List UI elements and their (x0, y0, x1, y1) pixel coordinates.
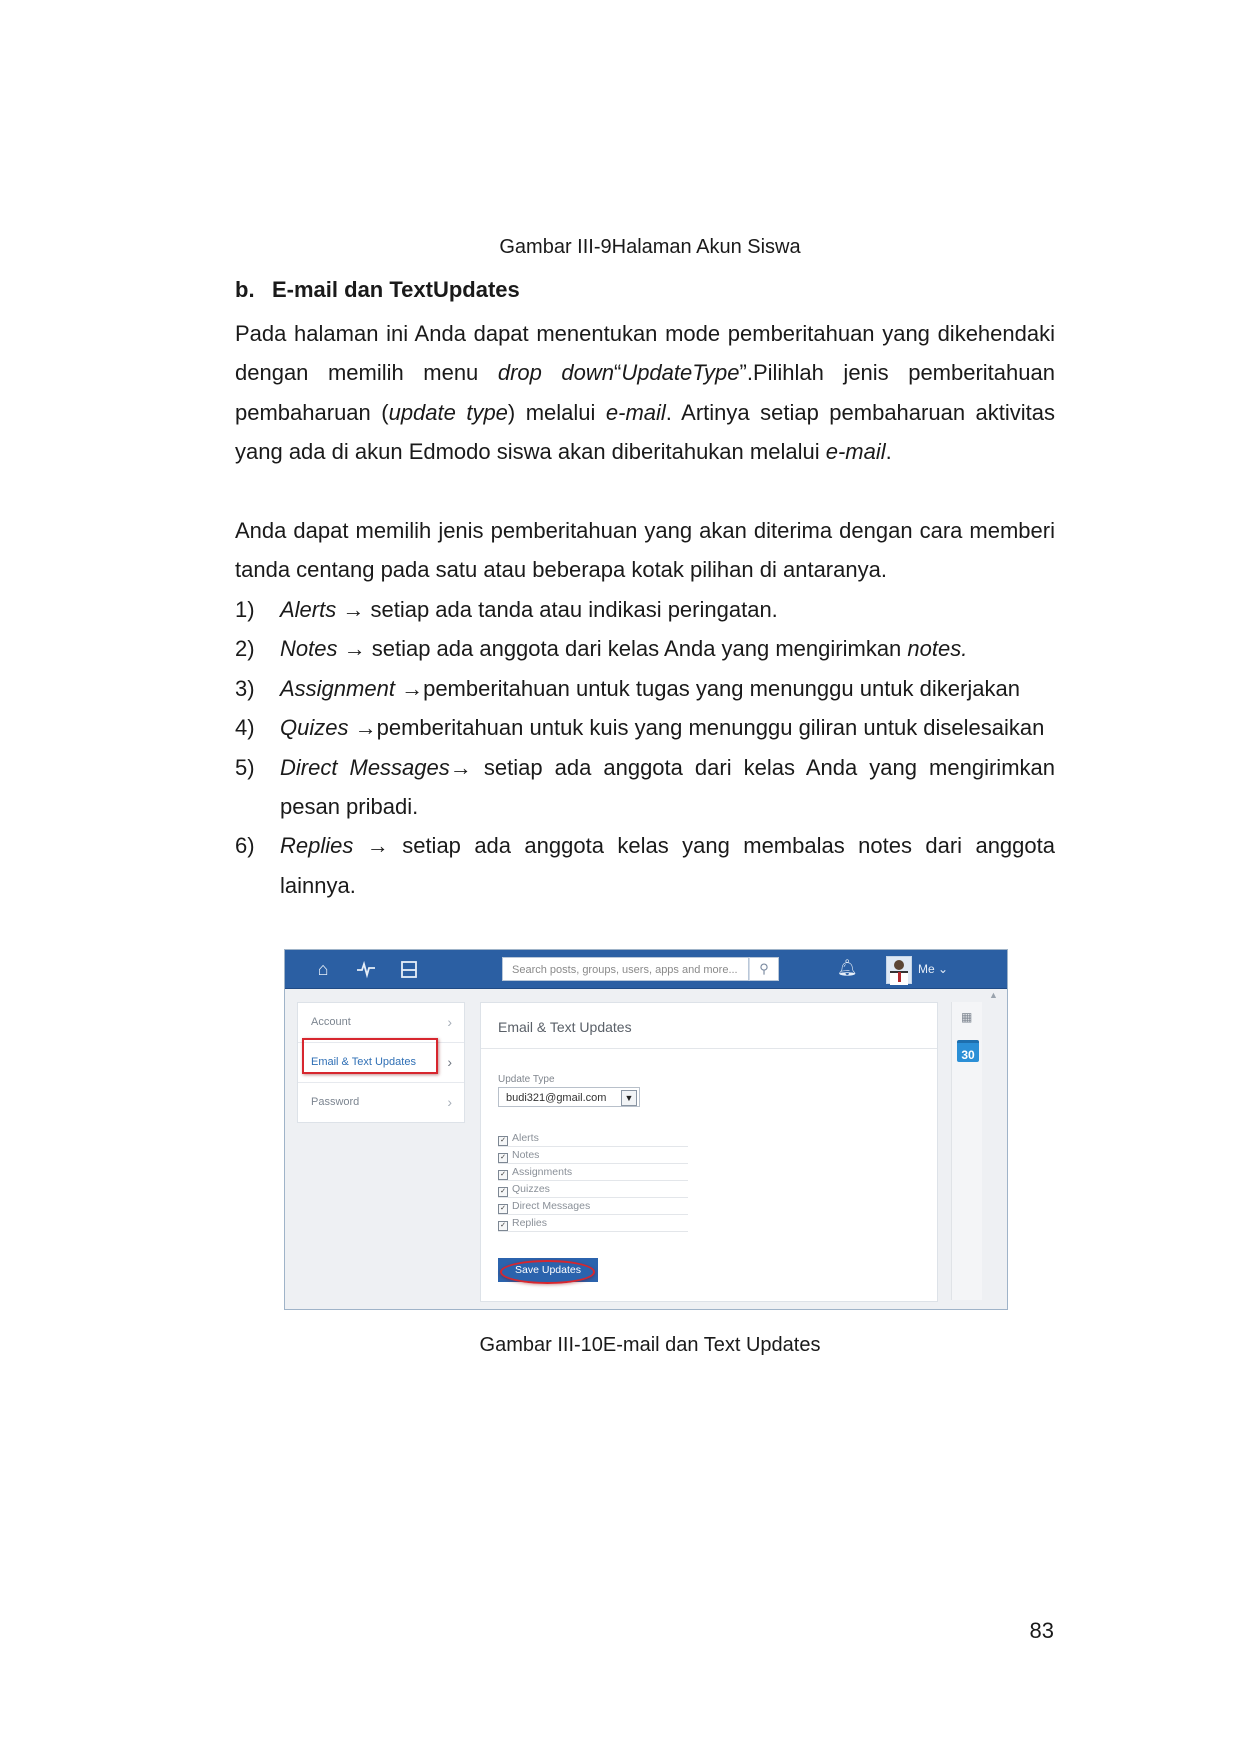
check-icon: ✓ (498, 1187, 508, 1197)
calendar-icon[interactable]: 30 (957, 1040, 979, 1062)
arrow-icon: → (336, 597, 371, 622)
list-number: 2) (235, 636, 255, 662)
list-term: Quizes (280, 715, 349, 741)
selected-value: budi321@gmail.com (506, 1092, 607, 1104)
list-item (235, 826, 1055, 905)
email-updates-panel (480, 1002, 938, 1302)
sidebar-item-password[interactable] (298, 1083, 464, 1122)
panel-title: Email & Text Updates (498, 1019, 632, 1035)
list-term: Notes (280, 636, 338, 662)
list-number: 6) (235, 833, 255, 859)
checkbox-label: Notes (512, 1149, 540, 1161)
list-term: Direct Messages (280, 754, 450, 780)
chevron-right-icon: › (447, 1054, 452, 1070)
check-icon: ✓ (498, 1153, 508, 1163)
user-menu[interactable] (918, 962, 948, 976)
bell-icon[interactable]: 🔔︎ (837, 960, 858, 977)
backpack-icon[interactable] (398, 958, 420, 980)
highlight-box (302, 1038, 438, 1074)
scroll-up-icon[interactable]: ▲ (989, 990, 998, 1000)
figure-caption-top: Gambar III-9Halaman Akun Siswa (499, 236, 801, 258)
text-run-italic: e-mail (825, 439, 886, 465)
paragraph-intro (235, 314, 1055, 472)
list-number: 3) (235, 675, 255, 701)
divider (481, 1048, 937, 1049)
checkbox-label: Alerts (512, 1132, 539, 1144)
check-icon: ✓ (498, 1136, 508, 1146)
text-run: . Artinya setiap pembaharuan aktivitas yang ada di akun Edmodo siswa akan diberitahukan melalui (235, 399, 1055, 465)
list-item (235, 708, 1055, 747)
checkbox-label: Direct Messages (512, 1200, 591, 1212)
search-icon[interactable]: ⚲ (749, 957, 779, 981)
checkbox-label: Assignments (512, 1166, 573, 1178)
apps-grid-icon[interactable]: ▦ (961, 1010, 973, 1024)
home-icon[interactable]: ⌂ (317, 959, 329, 979)
edmodo-settings-screenshot (284, 949, 1008, 1310)
paragraph-options: Anda dapat memilih jenis pemberitahuan yang akan diterima dengan cara memberi tanda centang pada satu atau beberapa kotak pilihan di antaranya. (235, 518, 1055, 583)
list-item (235, 629, 1055, 668)
right-toolbar (951, 1002, 982, 1300)
text-run: ) melalui (507, 399, 606, 425)
text-run-italic: UpdateType (621, 360, 740, 386)
arrow-icon: → (348, 715, 377, 741)
check-icon: ✓ (498, 1204, 508, 1214)
section-heading (235, 277, 520, 303)
list-desc: setiap ada anggota dari kelas Anda yang mengirimkan pesan pribadi. (280, 754, 1055, 820)
list-number: 5) (235, 754, 255, 780)
chevron-right-icon: › (447, 1094, 452, 1110)
update-type-label: Update Type (498, 1074, 555, 1085)
notification-checkbox-list (498, 1131, 688, 1233)
list-term: Alerts (280, 597, 337, 622)
list-number: 4) (235, 715, 255, 741)
list-item (235, 590, 1055, 629)
chevron-down-icon: ⌄ (938, 962, 949, 976)
list-desc: setiap ada tanda atau indikasi peringatan. (370, 597, 778, 622)
text-run: Pada halaman ini Anda dapat menentukan mode pemberitahuan yang dikehendaki dengan memilih menu (235, 321, 1055, 386)
list-desc: pemberitahuan untuk tugas yang menunggu untuk dikerjakan (423, 675, 1020, 701)
sidebar-item-account[interactable] (298, 1003, 464, 1043)
user-label: Me (918, 962, 935, 976)
arrow-icon: → (353, 833, 403, 859)
list-desc: setiap ada anggota kelas yang membalas notes dari anggota lainnya. (280, 833, 1055, 898)
list-desc: setiap ada anggota dari kelas Anda yang mengirimkan (371, 636, 908, 662)
text-run-italic: drop down (497, 360, 614, 386)
list-desc-italic: notes. (907, 636, 968, 662)
text-run: ”.Pilihlah jenis pemberitahuan pembaharuan ( (235, 360, 1055, 425)
text-run-italic: e-mail (605, 399, 666, 425)
checkbox-alerts[interactable] (498, 1131, 688, 1147)
arrow-icon: → (337, 636, 372, 662)
list-number: 1) (235, 597, 255, 622)
section-number: b. (235, 277, 255, 302)
figure-caption-bottom: Gambar III-10E-mail dan Text Updates (479, 1334, 821, 1356)
search-input[interactable]: Search posts, groups, users, apps and more... (502, 957, 749, 981)
checkbox-quizzes[interactable] (498, 1182, 688, 1198)
arrow-icon: → (394, 675, 424, 701)
check-icon: ✓ (498, 1221, 508, 1231)
top-navbar (285, 950, 1007, 989)
checkbox-replies[interactable] (498, 1216, 688, 1232)
sidebar-item-label: Password (311, 1096, 360, 1108)
checkbox-direct-messages[interactable] (498, 1199, 688, 1215)
list-term: Assignment (280, 675, 395, 701)
text-run-italic: update type (388, 399, 508, 425)
list-item (235, 669, 1055, 708)
checkbox-assignments[interactable] (498, 1165, 688, 1181)
checkbox-label: Replies (512, 1217, 548, 1229)
sidebar-item-label: Account (311, 1016, 351, 1028)
arrow-icon: → (449, 754, 484, 780)
text-run: . (885, 439, 892, 465)
page-number: 83 (1029, 1618, 1054, 1643)
checkbox-notes[interactable] (498, 1148, 688, 1164)
section-title: E-mail dan TextUpdates (272, 277, 520, 302)
notification-type-list (235, 590, 1055, 905)
list-term: Replies (280, 833, 354, 859)
check-icon: ✓ (498, 1170, 508, 1180)
save-updates-button[interactable]: Save Updates (498, 1258, 598, 1282)
sidebar-item-label: Email & Text Updates (311, 1056, 416, 1068)
activity-icon[interactable] (355, 958, 377, 980)
update-type-select[interactable] (498, 1087, 640, 1107)
checkbox-label: Quizzes (512, 1183, 550, 1195)
list-desc: pemberitahuan untuk kuis yang menunggu giliran untuk diselesaikan (376, 715, 1045, 741)
chevron-right-icon: › (447, 1014, 452, 1030)
chevron-down-icon: ▼ (621, 1090, 637, 1106)
text-run: “ (613, 360, 622, 386)
list-item (235, 748, 1055, 827)
avatar[interactable] (886, 956, 912, 984)
